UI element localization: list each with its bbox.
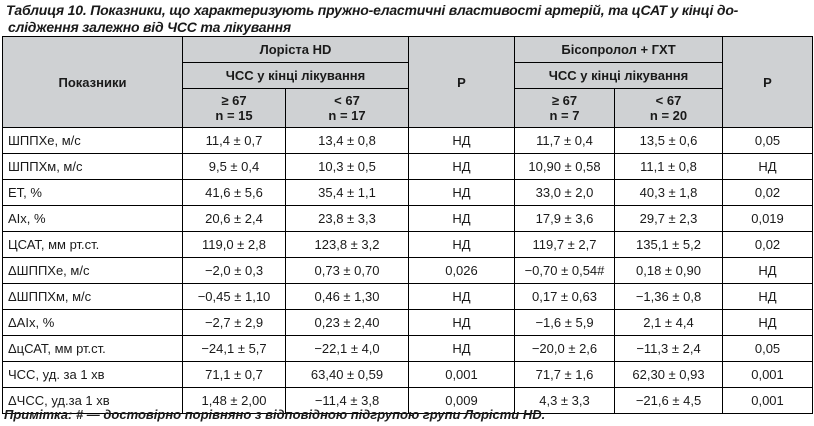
cell-g1-hr-low: 23,8 ± 3,3 [286,206,409,232]
caption-line-1: Таблиця 10. Показники, що характеризують пружно-еластичні властивості артерій, та цСАТ у кінці до- [6,2,739,18]
cell-p2: НД [723,284,813,310]
cell-p1: НД [409,284,515,310]
cell-g2-hr-low: 2,1 ± 4,4 [615,310,723,336]
cell-p1: НД [409,336,515,362]
cell-g2-hr-high: 11,7 ± 0,4 [515,128,615,154]
table-row [3,336,813,362]
cell-g1-hr-low: 63,40 ± 0,59 [286,362,409,388]
cell-g2-hr-low: 40,3 ± 1,8 [615,180,723,206]
cell-g2-hr-high: 4,3 ± 3,3 [515,388,615,414]
header-g1-hr-high-n: n = 15 [215,108,253,123]
row-indicator: ΔЧСС, уд.за 1 хв [3,388,183,414]
cell-p1: НД [409,232,515,258]
cell-g2-hr-low: −1,36 ± 0,8 [615,284,723,310]
header-g1-hr-low-n: n = 17 [328,108,366,123]
cell-g1-hr-high: 9,5 ± 0,4 [183,154,286,180]
cell-g1-hr-high: 20,6 ± 2,4 [183,206,286,232]
cell-p2: НД [723,310,813,336]
cell-p1: НД [409,206,515,232]
cell-g2-hr-low: 135,1 ± 5,2 [615,232,723,258]
row-indicator: ЧСС, уд. за 1 хв [3,362,183,388]
cell-p2: 0,019 [723,206,813,232]
header-group-lorista: Лоріста HD [183,37,409,63]
data-table [2,36,813,414]
cell-g1-hr-high: 71,1 ± 0,7 [183,362,286,388]
cell-p2: 0,001 [723,362,813,388]
row-indicator: ΔAIx, % [3,310,183,336]
row-indicator: ШППХм, м/с [3,154,183,180]
cell-g2-hr-high: 71,7 ± 1,6 [515,362,615,388]
cell-p2: 0,05 [723,336,813,362]
cell-g1-hr-high: −24,1 ± 5,7 [183,336,286,362]
cell-p1: НД [409,154,515,180]
cell-g2-hr-low: 11,1 ± 0,8 [615,154,723,180]
header-indicators: Показники [3,37,183,128]
cell-g1-hr-low: 0,23 ± 2,40 [286,310,409,336]
header-g2-hr-low-n: n = 20 [649,108,688,123]
cell-p2: НД [723,258,813,284]
cell-p1: 0,001 [409,362,515,388]
cell-g1-hr-low: 123,8 ± 3,2 [286,232,409,258]
row-indicator: ШППХе, м/с [3,128,183,154]
header-g2-hr-high-threshold: ≥ 67 [551,93,578,108]
cell-g1-hr-low: 13,4 ± 0,8 [286,128,409,154]
table-row [3,128,813,154]
header-p-1: P [409,37,515,128]
cell-g2-hr-high: −1,6 ± 5,9 [515,310,615,336]
cell-g1-hr-low: 10,3 ± 0,5 [286,154,409,180]
header-g1-hr-high [183,89,286,128]
cell-g2-hr-high: 119,7 ± 2,7 [515,232,615,258]
cell-g1-hr-low: −22,1 ± 4,0 [286,336,409,362]
row-indicator: ЕТ, % [3,180,183,206]
cell-p2: 0,02 [723,232,813,258]
cell-g2-hr-low: 62,30 ± 0,93 [615,362,723,388]
header-g1-hr-low-threshold: < 67 [334,93,360,108]
cell-g2-hr-low: 13,5 ± 0,6 [615,128,723,154]
cell-g2-hr-high: 0,17 ± 0,63 [515,284,615,310]
header-hr-end-1: ЧСС у кінці лікування [183,63,409,89]
cell-g1-hr-high: −2,7 ± 2,9 [183,310,286,336]
table-footnote: Примітка: # — достовірно порівняно з відповідною підгрупою групи Лорісти HD. [4,407,546,422]
cell-g1-hr-high: −2,0 ± 0,3 [183,258,286,284]
row-indicator: ΔШППХе, м/с [3,258,183,284]
cell-p2: 0,001 [723,388,813,414]
cell-g2-hr-high: 17,9 ± 3,6 [515,206,615,232]
row-indicator: ΔцСАТ, мм рт.ст. [3,336,183,362]
cell-g2-hr-low: 0,18 ± 0,90 [615,258,723,284]
cell-p2: НД [723,154,813,180]
table-body [3,128,813,414]
cell-p1: НД [409,128,515,154]
cell-g1-hr-high: 119,0 ± 2,8 [183,232,286,258]
cell-g2-hr-low: −21,6 ± 4,5 [615,388,723,414]
cell-p1: 0,026 [409,258,515,284]
cell-g2-hr-high: 10,90 ± 0,58 [515,154,615,180]
cell-g1-hr-high: 11,4 ± 0,7 [183,128,286,154]
row-indicator: ΔШППХм, м/с [3,284,183,310]
cell-p1: НД [409,180,515,206]
cell-p1: 0,009 [409,388,515,414]
table-row [3,206,813,232]
cell-g1-hr-low: 0,73 ± 0,70 [286,258,409,284]
cell-g2-hr-high: −0,70 ± 0,54# [515,258,615,284]
cell-g1-hr-high: 1,48 ± 2,00 [183,388,286,414]
cell-g1-hr-low: 35,4 ± 1,1 [286,180,409,206]
table-caption [6,2,810,36]
cell-g1-hr-low: 0,46 ± 1,30 [286,284,409,310]
header-hr-end-2: ЧСС у кінці лікування [515,63,723,89]
cell-g1-hr-high: −0,45 ± 1,10 [183,284,286,310]
header-g1-hr-low [286,89,409,128]
header-g2-hr-low [615,89,723,128]
header-g2-hr-low-threshold: < 67 [655,93,682,108]
table-row [3,180,813,206]
cell-p2: 0,05 [723,128,813,154]
cell-g2-hr-low: −11,3 ± 2,4 [615,336,723,362]
row-indicator: AIx, % [3,206,183,232]
table-row [3,232,813,258]
caption-line-2: слідження залежно від ЧСС та лікування [8,19,291,35]
cell-g2-hr-low: 29,7 ± 2,3 [615,206,723,232]
cell-g1-hr-high: 41,6 ± 5,6 [183,180,286,206]
header-g1-hr-high-threshold: ≥ 67 [221,93,247,108]
table-row [3,284,813,310]
cell-p1: НД [409,310,515,336]
header-g2-hr-high-n: n = 7 [549,108,580,123]
header-group-bisoprolol: Бісопролол + ГХТ [515,37,723,63]
cell-p2: 0,02 [723,180,813,206]
header-p-2: P [723,37,813,128]
table-row [3,362,813,388]
cell-g2-hr-high: −20,0 ± 2,6 [515,336,615,362]
header-g2-hr-high [515,89,615,128]
cell-g2-hr-high: 33,0 ± 2,0 [515,180,615,206]
cell-g1-hr-low: −11,4 ± 3,8 [286,388,409,414]
row-indicator: ЦСАТ, мм рт.ст. [3,232,183,258]
table-row [3,310,813,336]
table-row [3,258,813,284]
table-row [3,154,813,180]
